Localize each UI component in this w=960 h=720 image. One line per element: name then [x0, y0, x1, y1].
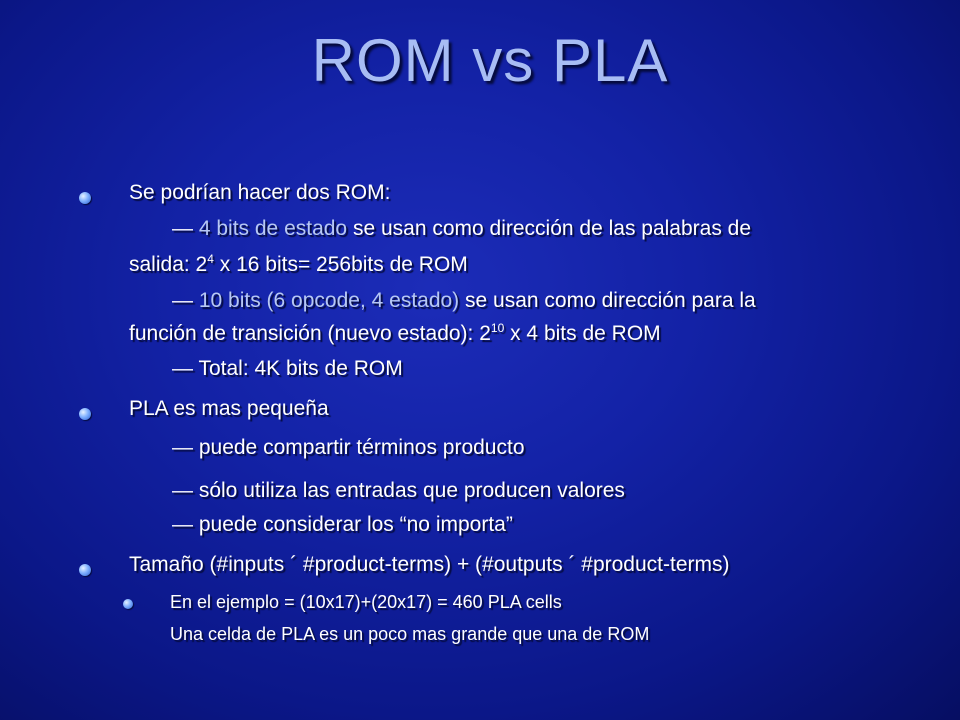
bullet-dot [79, 192, 91, 204]
sub-text: se usan como dirección de las palabras de [352, 217, 752, 240]
sub-item [172, 217, 751, 241]
slide-title: ROM vs PLA [311, 27, 669, 94]
text: función de transición (nuevo estado): 2 [129, 322, 491, 345]
dash: — [172, 217, 193, 240]
sub-item: — puede considerar los “no importa” [172, 513, 513, 536]
dash: — [172, 289, 193, 312]
sub-item [172, 289, 756, 313]
sub-item: — sólo utiliza las entradas que producen valores [172, 479, 625, 502]
sub-item-continuation [129, 322, 661, 346]
highlight-text: 4 bits de estado [198, 217, 348, 240]
sub-note: Una celda de PLA es un poco mas grande que una de ROM [170, 624, 650, 644]
text: x 16 bits= 256bits de ROM [213, 253, 468, 276]
text: salida: 2 [129, 253, 208, 276]
superscript: 10 [490, 321, 505, 335]
sub-text: se usan como dirección para la [465, 289, 756, 312]
sub-bullet-dot [123, 599, 133, 609]
sub-item: — Total: 4K bits de ROM [172, 357, 403, 380]
superscript: 4 [207, 252, 214, 266]
sub-item-continuation [129, 253, 468, 277]
highlight-text: 10 bits (6 opcode, 4 estado) [198, 289, 460, 312]
bullet-heading: Tamaño (#inputs ´ #product-terms) + (#outputs ´ #product-terms) [129, 553, 730, 576]
bullet-heading: Se podrían hacer dos ROM: [129, 181, 391, 204]
bullet-dot [79, 408, 91, 420]
text: x 4 bits de ROM [504, 322, 661, 345]
bullet-heading: PLA es mas pequeña [129, 397, 329, 420]
sub-item: — puede compartir términos producto [172, 436, 525, 459]
bullet-dot [79, 564, 91, 576]
sub-bullet: En el ejemplo = (10x17)+(20x17) = 460 PLA cells [170, 592, 562, 612]
